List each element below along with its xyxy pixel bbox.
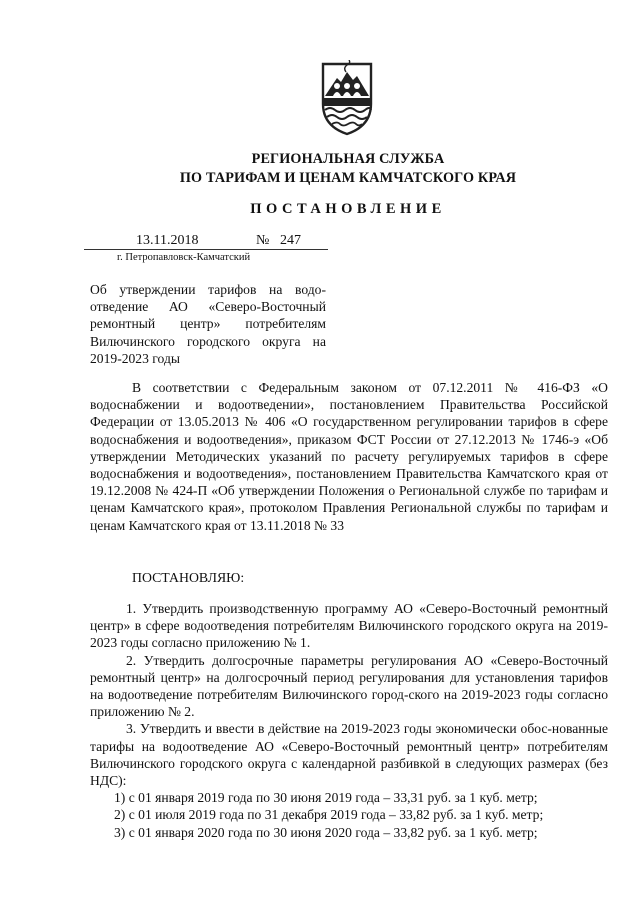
date-number-line: [84, 233, 328, 251]
organization-title-line-2: ПО ТАРИФАМ И ЦЕНАМ КАМЧАТСКОГО КРАЯ: [179, 170, 517, 186]
organization-title-line-1: РЕГИОНАЛЬНАЯ СЛУЖБА: [251, 151, 445, 167]
document-subject: Об утверждении тарифов на водо-отведение АО «Северо-Восточный ремонтный центр» потребителям Вилючинского городского округа на 2019-2023 годы: [90, 282, 326, 366]
decree-items: [90, 600, 608, 841]
number-sign: №: [256, 233, 270, 248]
coat-of-arms-icon: [319, 60, 375, 136]
preamble-paragraph: В соответствии с Федеральным законом от 07.12.2011 № 416-ФЗ «О водоснабжении и водоотведении», постановлением Правительства Российской Федерации от 13.05.2013 № 406 «О государственном регулировании тарифов в сфере водоснабжения и водоотведения», приказом ФСТ России от 27.12.2013 № 1746-э «Об утверждении Методических указаний по расчету регулируемых тарифов в сфере водоснабжения и водоотведения», постановлением Правительства Камчатского края от 19.12.2008 № 424-П «Об утверждении Положения о Региональной службе по тарифам и ценам Камчатского края», протоколом Правления Региональной службы по тарифам и ценам Камчатского края от 13.11.2018 № 33: [90, 380, 608, 533]
date-underline: [84, 249, 328, 250]
city-name: г. Петропавловск-Камчатский: [117, 252, 251, 263]
rate-item-2: 2) с 01 июля 2019 года по 31 декабря 2019 года – 33,82 руб. за 1 куб. метр;: [114, 807, 544, 823]
decree-word: ПОСТАНОВЛЯЮ:: [132, 570, 245, 585]
decree-item-3: 3. Утвердить и ввести в действие на 2019-2023 годы экономически обос-нованные тарифы на водоотведение АО «Северо-Восточный ремонтный центр» потребителям Вилючинского городского округа с календарной разбивкой в следующих размерах (без НДС):: [90, 721, 608, 789]
document-type: ПОСТАНОВЛЕНИЕ: [250, 201, 446, 217]
rate-item-3: 3) с 01 января 2020 года по 30 июня 2020 года – 33,82 руб. за 1 куб. метр;: [114, 824, 538, 840]
document-date: 13.11.2018: [136, 233, 199, 248]
document-number: 247: [280, 233, 301, 248]
rate-item-1: 1) с 01 января 2019 года по 30 июня 2019 года – 33,31 руб. за 1 куб. метр;: [114, 790, 538, 806]
decree-item-2: 2. Утвердить долгосрочные параметры регулирования АО «Северо-Восточный ремонтный центр» на долгосрочный период регулирования для установления тарифов на водоотведение потребителям Вилючинского город-ского на 2019-2023 годы согласно приложению № 2.: [90, 652, 608, 720]
decree-item-1: 1. Утвердить производственную программу АО «Северо-Восточный ремонтный центр» в сфере водоотведения потребителям Вилючинского городского округа на 2019-2023 годы согласно приложению № 1.: [90, 601, 608, 651]
organization-title: [120, 150, 576, 188]
